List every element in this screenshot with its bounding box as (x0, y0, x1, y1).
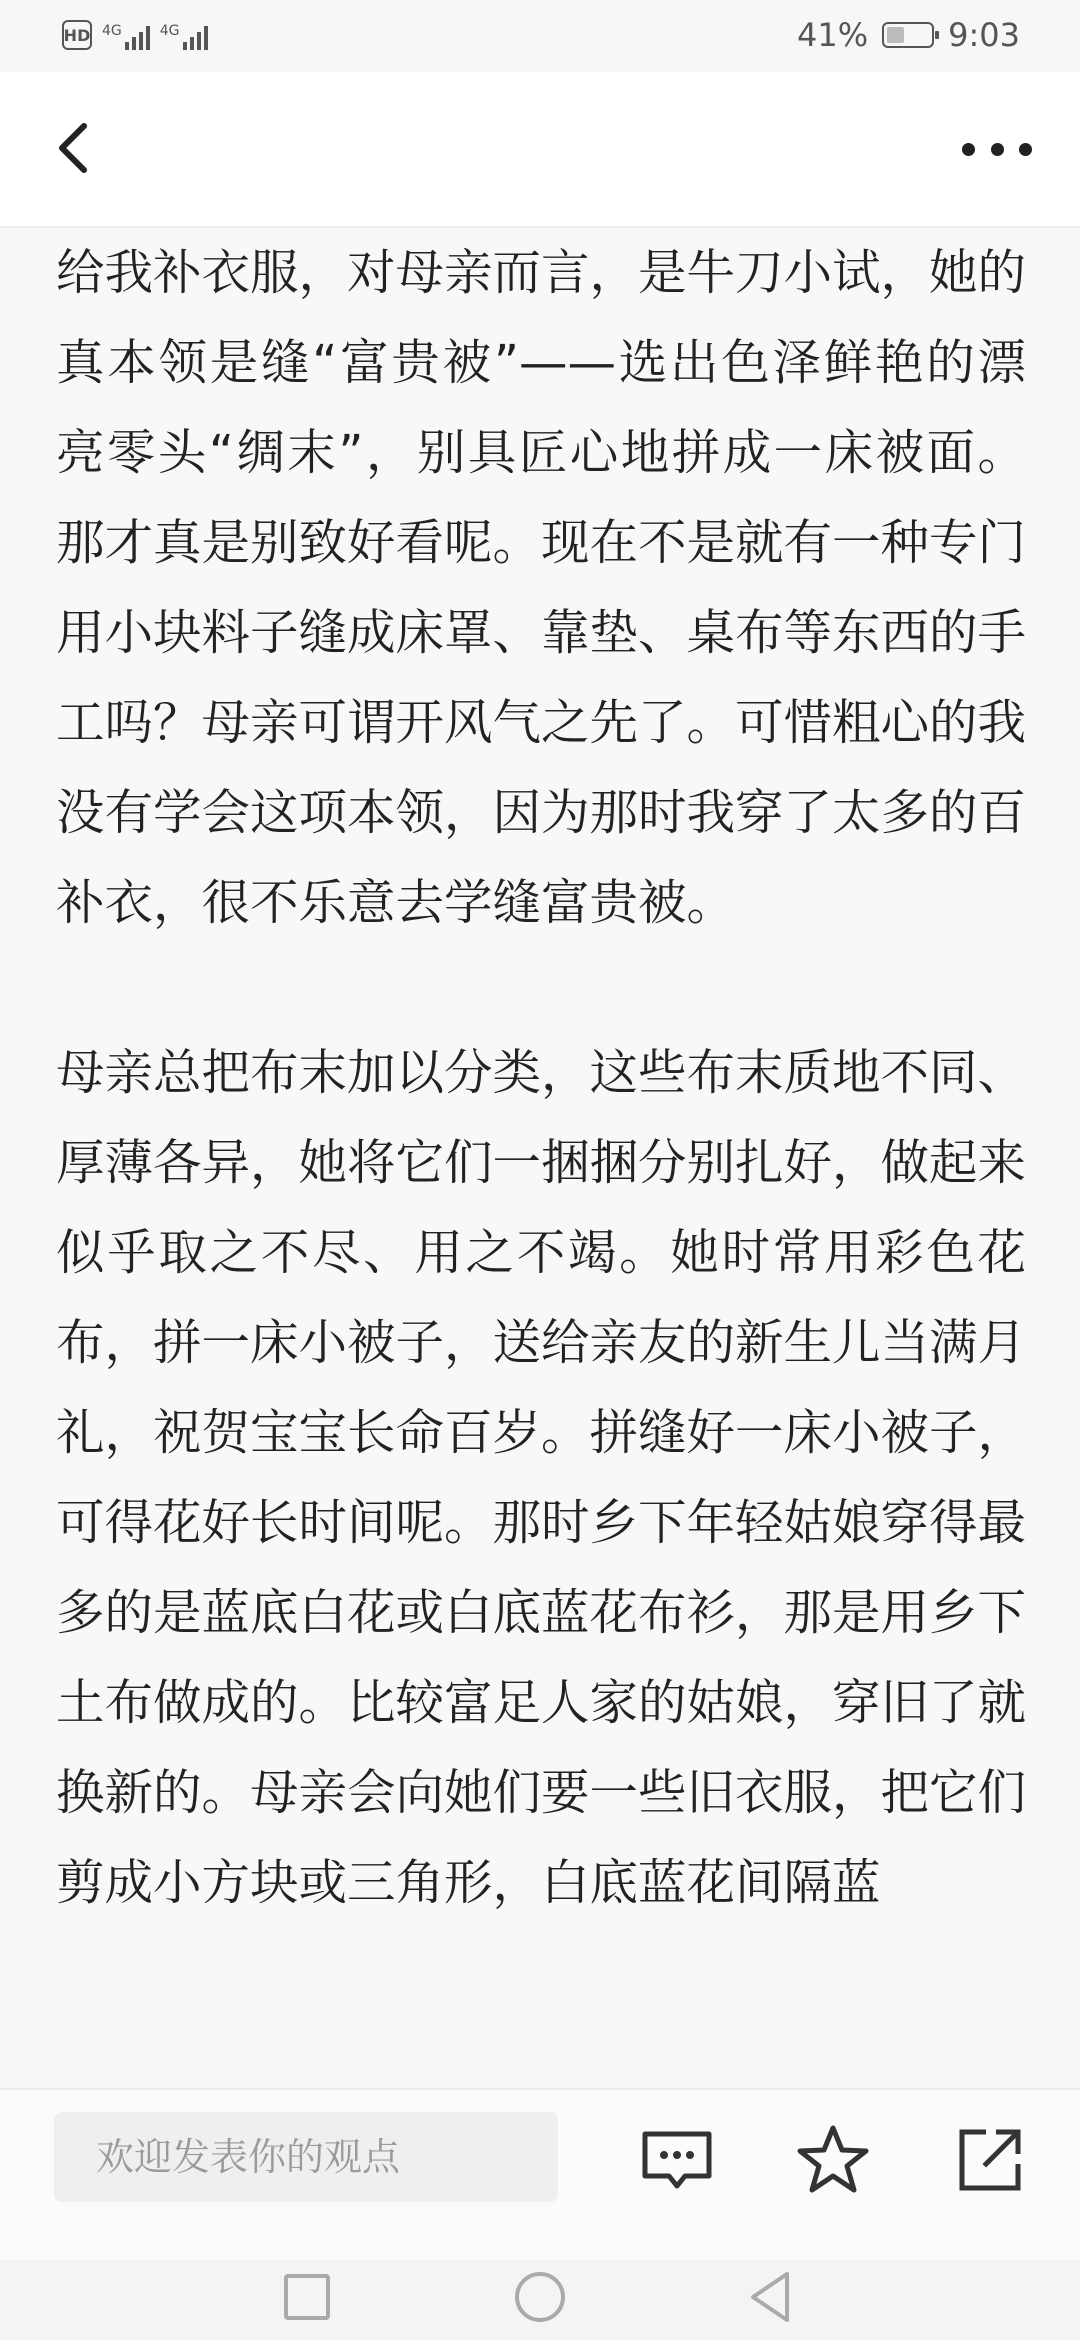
signal-icon-1 (102, 20, 150, 50)
network-type-2: 4G (159, 23, 180, 39)
comment-button[interactable] (637, 2120, 717, 2200)
battery-fill (887, 27, 904, 43)
more-horizontal-icon (962, 143, 975, 156)
article-paragraph-1: 给我补衣服，对母亲而言，是牛刀小试，她的真本领是缝“富贵被”——选出色泽鲜艳的漂亮零头“绸末”，别具匠心地拼成一床被面。那才真是别致好看呢。现在不是就有一种专门用小块料子缝成床罩、靠垫、桌布等东西的手工吗？母亲可谓开风气之先了。可惜粗心的我没有学会这项本领，因为那时我穿了太多的百补衣，很不乐意去学缝富贵被。 (56, 245, 1027, 931)
clock: 9:03 (948, 16, 1020, 54)
share-icon (950, 2120, 1030, 2200)
battery-percent: 41% (797, 16, 869, 54)
back-button[interactable] (50, 112, 110, 182)
top-app-bar (0, 72, 1080, 228)
status-bar (0, 0, 1080, 72)
article-paragraph-2: 母亲总把布末加以分类，这些布末质地不同、厚薄各异，她将它们一捆捆分别扎好，做起来似乎取之不尽、用之不竭。她时常用彩色花布，拼一床小被子，送给亲友的新生儿当满月礼，祝贺宝宝长命百岁。拼缝好一床小被子，可得花好长时间呢。那时乡下年轻姑娘穿得最多的是蓝底白花或白底蓝花布衫，那是用乡下土布做成的。比较富足人家的姑娘，穿旧了就换新的。母亲会向她们要一些旧衣服，把它们剪成小方块或三角形，白底蓝花间隔蓝 (56, 1045, 1027, 1911)
hd-icon: HD (62, 20, 92, 50)
status-left (62, 20, 208, 50)
nav-back-button[interactable] (735, 2262, 805, 2332)
status-right (797, 16, 1020, 54)
battery-icon (882, 22, 934, 48)
home-icon (505, 2262, 575, 2332)
star-icon (793, 2120, 873, 2200)
recent-apps-button[interactable] (272, 2262, 342, 2332)
comment-input[interactable] (54, 2112, 558, 2202)
network-type-1: 4G (102, 23, 122, 39)
comment-icon (637, 2120, 717, 2200)
signal-icon-2 (160, 20, 208, 50)
share-button[interactable] (950, 2120, 1030, 2200)
home-button[interactable] (505, 2262, 575, 2332)
chevron-left-icon (50, 112, 110, 182)
bottom-action-bar (0, 2088, 1080, 2262)
article-content (56, 228, 1026, 1928)
favorite-button[interactable] (793, 2120, 873, 2200)
recent-apps-icon (272, 2262, 342, 2332)
back-icon (735, 2262, 805, 2332)
article-body[interactable] (0, 228, 1080, 2088)
more-button[interactable] (962, 134, 1032, 164)
